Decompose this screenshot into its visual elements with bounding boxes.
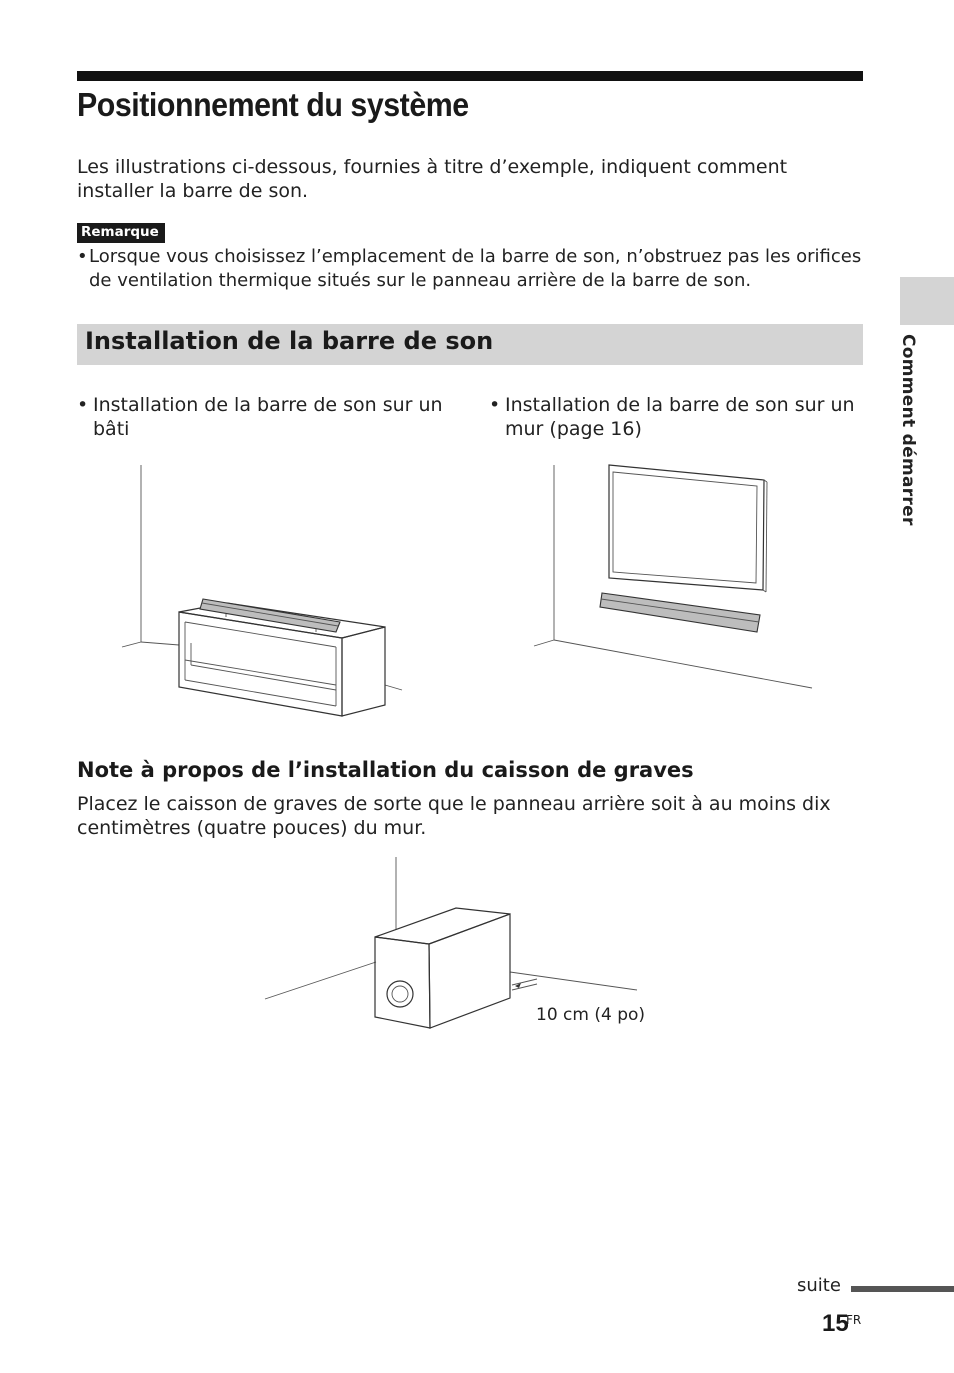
page-language-suffix: FR (846, 1313, 862, 1327)
continued-label: suite (797, 1275, 841, 1296)
page-number: 15 (822, 1310, 849, 1337)
dimension-label: 10 cm (4 po) (536, 1005, 646, 1025)
side-tab-label: Comment démarrer (898, 334, 918, 526)
list-bullet: • (77, 394, 89, 416)
intro-paragraph: Les illustrations ci-dessous, fournies à titre d’exemple, indiquent comment installer la barre de son. (77, 156, 788, 202)
page-title: Positionnement du système (77, 86, 469, 123)
continued-bar (851, 1286, 954, 1292)
subwoofer-note-text: Placez le caisson de graves de sorte que le panneau arrière soit à au moins dix centimètres (quatre pouces) du mur. (77, 793, 831, 839)
list-bullet: • (489, 394, 501, 416)
install-option-label: Installation de la barre de son sur un bâti (93, 394, 443, 440)
install-option-label: Installation de la barre de son sur un mur (page 16) (505, 394, 855, 440)
section-title: Installation de la barre de son (85, 327, 494, 355)
remark-text: Lorsque vous choisissez l’emplacement de la barre de son, n’obstruez pas les orifices de ventilation thermique situés sur le panneau arrière de la barre de son. (89, 246, 862, 291)
remark-bullet: • (77, 246, 88, 267)
remark-badge: Remarque (77, 223, 165, 243)
subwoofer-note-title: Note à propos de l’installation du caisson de graves (77, 758, 694, 782)
